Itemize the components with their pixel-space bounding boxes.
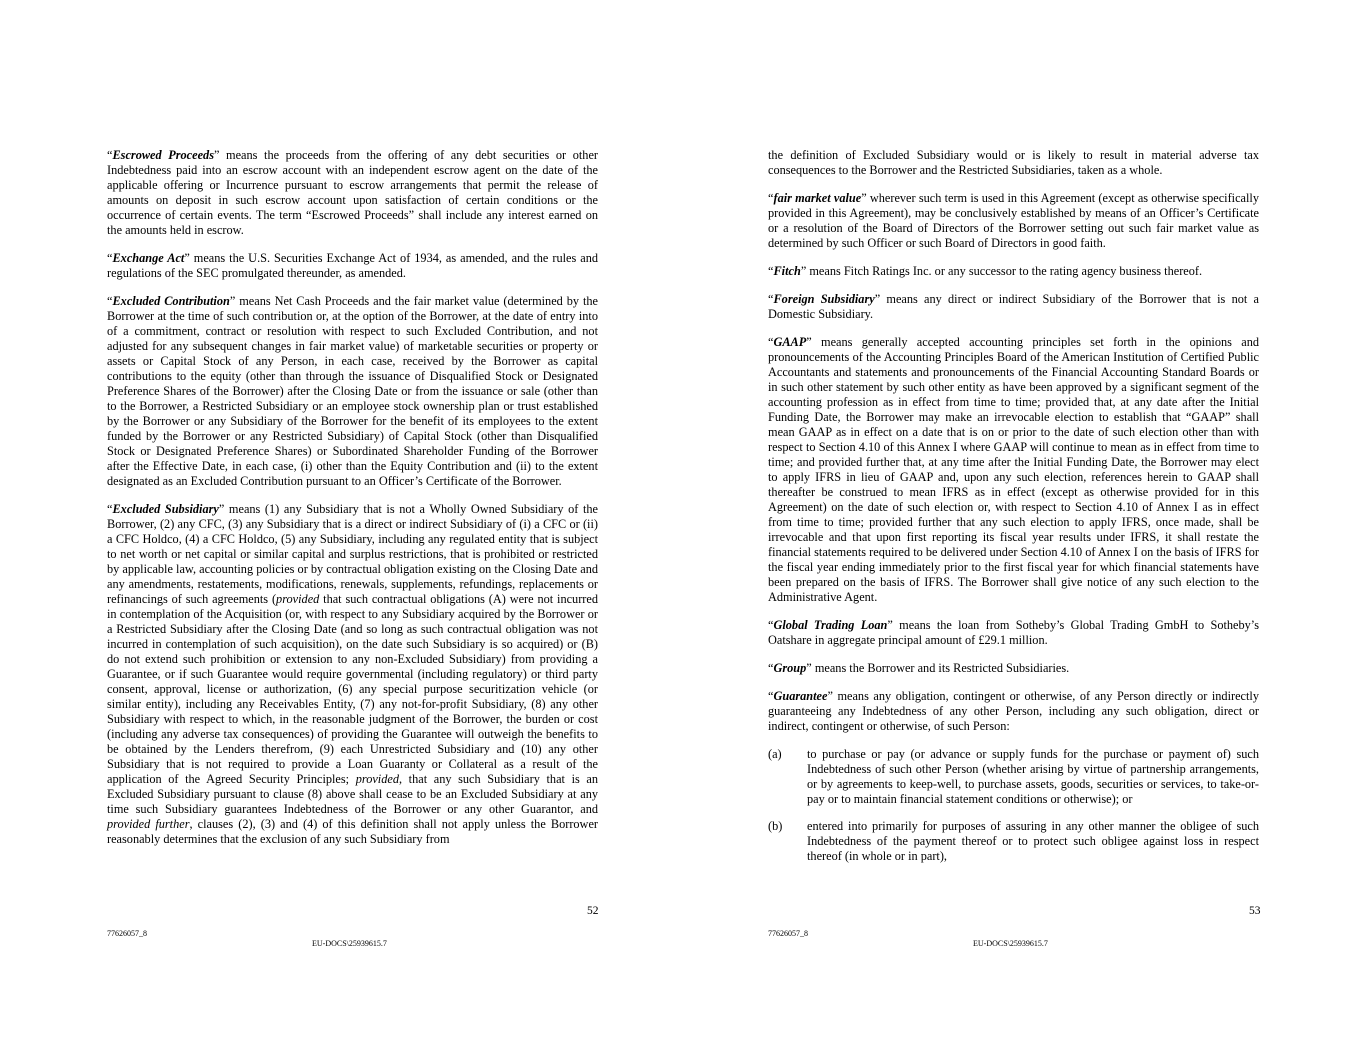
page-number: 52 [587, 905, 599, 917]
definition-group: “Group” means the Borrower and its Restricted Subsidiaries. [768, 661, 1070, 675]
term-group: Group [773, 661, 807, 675]
term-foreign-subsidiary: Foreign Subsidiary [773, 292, 875, 306]
definition-text: ” means the U.S. Securities Exchange Act of 1934, as amended, and the rules and regulations of the SEC promulgated thereunder, as amended. [107, 251, 599, 280]
eu-document-id: EU-DOCS\25939615.7 [312, 939, 387, 948]
definition-global-trading-loan: “Global Trading Loan” means the loan from Sotheby’s Global Trading GmbH to Sotheby’s Oatshare in aggregate principal amount of £29.1 million. [768, 618, 1259, 647]
definition-exchange-act: “Exchange Act” means the U.S. Securities Exchange Act of 1934, as amended, and the rules and regulations of the SEC promulgated thereunder, as amended. [107, 251, 599, 280]
term-excluded-subsidiary: Excluded Subsidiary [112, 502, 219, 516]
definition-fair-market-value: “fair market value” wherever such term is used in this Agreement (except as otherwise specifically provided in this Agreement), may be conclusively established by means of an Officer’s Certificate or a resolution of the Board of Directors of the Borrower setting out such fair market value as determined by such Officer or such Board of Directors in good faith. [768, 191, 1259, 250]
continuation-paragraph: the definition of Excluded Subsidiary would or is likely to result in material adverse tax consequences to the Borrower and the Restricted Subsidiaries, taken as a whole. [768, 148, 1259, 177]
definition-excluded-subsidiary: “Excluded Subsidiary” means (1) any Subsidiary that is not a Wholly Owned Subsidiary of the Borrower, (2) any CFC, (3) any Subsidiary that is a direct or indirect Subsidiary of (i) a CFC or (ii) a CFC Holdco, (4) a CFC Holdco, (5) any Subsidiary, including any regulated entity that is subject to net worth or net capital or similar capital and surplus restrictions, that is prohibited or restricted by applicable law, accounting policies or by contractual obligation existing on the Closing Date and any amendments, restatements, modifications, renewals, supplements, refundings, replacements or refinancings of such agreements (provided that such contractual obligations (A) were not incurred in contemplation of the Acquisition (or, with respect to any Subsidiary acquired by the Borrower or a Restricted Subsidiary after the Closing Date (and so long as such contractual obligation was not incurred in contemplation of such acquisition), on the date such Subsidiary is so acquired) or (B) do not extend such prohibition or extension to any non-Excluded Subsidiary) from providing a Guarantee, or if such Guarantee would require governmental (including regulatory) or third party consent, approval, license or authorization, (6) any special purpose securitization vehicle (or similar entity), including any Receivables Entity, (7) any not-for-profit Subsidiary, (8) any other Subsidiary with respect to which, in the reasonable judgment of the Borrower, the burden or cost (including any adverse tax consequences) of providing the Guarantee will outweigh the benefits to be obtained by the Lenders therefrom, (9) each Unrestricted Subsidiary and (10) any other Subsidiary that is not required to provide a Loan Guaranty or Collateral as a result of the application of the Agreed Security Principles; provided, that any such Subsidiary that is an Excluded Subsidiary pursuant to clause (8) above shall cease to be an Excluded Subsidiary at any time such Subsidiary guarantees Indebtedness of the Borrower or any other Guarantor, and provided further, clauses (2), (3) and (4) of this definition shall not apply unless the Borrower reasonably determines that the exclusion of any such Subsidiary from [107, 502, 598, 846]
document-id: 77626057_8 [107, 929, 147, 938]
page-52-body [107, 148, 598, 860]
term-excluded-contribution: Excluded Contribution [112, 294, 230, 308]
definition-excluded-contribution: “Excluded Contribution” means Net Cash Proceeds and the fair market value (determined by the Borrower at the time of such contribution or, at the option of the Borrower, at the date of entry into of a commitment, contract or resolution with respect to such Excluded Contribution, and not adjusted for any subsequent changes in fair market value) of marketable securities or property or assets or Capital Stock of any Person, in each case, received by the Borrower as capital contributions to the equity (other than through the issuance of Disqualified Stock or Designated Preference Shares of the Borrower) after the Closing Date or from the issuance or sale (other than to the Borrower, a Restricted Subsidiary or an employee stock ownership plan or trust established by the Borrower or any Subsidiary of the Borrower for the benefit of its employees to the extent funded by the Borrower or any Restricted Subsidiary) of Capital Stock (other than Disqualified Stock or Designated Preference Shares) or Subordinated Shareholder Funding of the Borrower after the Effective Date, in each case, (i) other than the Equity Contribution and (ii) to the extent designated as an Excluded Contribution pursuant to an Officer’s Certificate of the Borrower. [107, 294, 598, 488]
term-fair-market-value: fair market value [773, 191, 862, 205]
emphasis-provided-further: provided further [107, 817, 190, 831]
definition-text: , clauses (2), (3) and (4) of this definition shall not apply unless the Borrower reasonably determines that the exclusion of any such Subsidiary from [107, 817, 598, 846]
term-guarantee: Guarantee [773, 689, 828, 703]
clause-text: entered into primarily for purposes of assuring in any other manner the obligee of such Indebtedness of the payment thereof or to protect such obligee against loss in respect thereof (in whole or in part), [807, 819, 1259, 863]
clause-number: (b) [768, 819, 783, 833]
emphasis-provided: provided [276, 592, 320, 606]
definition-text: ” means the proceeds from the offering of any debt securities or other Indebtedness paid into an escrow account with an independent escrow agent on the date of the applicable offering or Incurrence pursuant to escrow arrangements that permit the release of amounts on deposit in such escrow account upon satisfaction of certain conditions or the occurrence of certain events. The term “Escrowed Proceeds” shall include any interest earned on the amounts held in escrow. [107, 148, 598, 237]
definition-text: ” means the Borrower and its Restricted Subsidiaries. [806, 661, 1070, 675]
term-escrowed-proceeds: Escrowed Proceeds [112, 148, 214, 162]
definition-text: ” means Fitch Ratings Inc. or any successor to the rating agency business thereof. [800, 264, 1203, 278]
term-fitch: Fitch [773, 264, 801, 278]
definition-text: ” wherever such term is used in this Agreement (except as otherwise specifically provided in this Agreement), may be conclusively established by means of an Officer’s Certificate or a resolution of the Board of Directors of the Borrower setting out such fair market value as determined by such Officer or such Board of Directors in good faith. [768, 191, 1259, 250]
term-exchange-act: Exchange Act [112, 251, 185, 265]
definition-gaap: “GAAP” means generally accepted accounting principles set forth in the opinions and pronouncements of the Accounting Principles Board of the American Institution of Certified Public Accountants and statements and pronouncements of the Financial Accounting Standard Boards or in such other statement by such other entity as have been approved by a significant segment of the accounting profession as in effect from time to time; provided that, at any date after the Initial Funding Date, the Borrower may make an irrevocable election to establish that “GAAP” shall mean GAAP as in effect on a date that is on or prior to the date of such election other than with respect to Section 4.10 of this Annex I where GAAP will continue to mean as in effect from time to time; and provided further that, at any time after the Initial Funding Date, the Borrower may elect to apply IFRS in lieu of GAAP and, upon any such election, references herein to GAAP shall thereafter be construed to mean IFRS as in effect (except as otherwise provided for in this Agreement) on the date of such election or, with respect to Section 4.10 of Annex I as in effect from time to time; provided further that any such election to apply IFRS, once made, shall be irrevocable and that upon first reporting its fiscal year results under IFRS, it shall restate the financial statements required to be delivered under Section 4.10 of Annex I on the basis of IFRS for the fiscal year ending immediately prior to the first fiscal year for which financial statements have been prepared on the basis of IFRS. The Borrower shall give notice of any such election to the Administrative Agent. [768, 335, 1259, 604]
clause-text: to purchase or pay (or advance or supply funds for the purchase or payment of) such Indebtedness of such other Person (whether arising by virtue of partnership arrangements, or by agreements to keep-well, to purchase assets, goods, securities or services, to take-or-pay or to maintain financial statement conditions or otherwise); or [807, 747, 1259, 806]
definition-text: ” means (1) any Subsidiary that is not a Wholly Owned Subsidiary of the Borrower, (2) any CFC, (3) any Subsidiary that is a direct or indirect Subsidiary of (i) a CFC or (ii) a CFC Holdco, (4) a CFC Holdco, (5) any Subsidiary, including any regulated entity that is subject to net worth or net capital or similar capital and surplus restrictions, that is prohibited or restricted by applicable law, accounting policies or by contractual obligation existing on the Closing Date and any amendments, restatements, modifications, renewals, supplements, refundings, replacements or refinancings of such agreements ( [107, 502, 598, 606]
definition-foreign-subsidiary: “Foreign Subsidiary” means any direct or indirect Subsidiary of the Borrower that is not a Domestic Subsidiary. [768, 292, 1259, 321]
term-gaap: GAAP [773, 335, 807, 349]
page-number: 53 [1249, 905, 1261, 917]
document-id: 77626057_8 [768, 929, 808, 938]
definition-text: ” means any obligation, contingent or otherwise, of any Person directly or indirectly guaranteeing any Indebtedness of any other Person, including any such obligation, direct or indirect, contingent or otherwise, of such Person: [768, 689, 1259, 733]
definition-text: that such contractual obligations (A) were not incurred in contemplation of the Acquisition (or, with respect to any Subsidiary acquired by the Borrower or a Restricted Subsidiary after the Closing Date (and so long as such contractual obligation was not incurred in contemplation of such acquisition), on the date such Subsidiary is so acquired) or (B) do not extend such prohibition or extension to any non-Excluded Subsidiary) from providing a Guarantee, or if such Guarantee would require governmental (including regulatory) or third party consent, approval, license or authorization, (6) any special purpose securitization vehicle (or similar entity), including any Receivables Entity, (7) any not-for-profit Subsidiary, (8) any other Subsidiary with respect to which, in the reasonable judgment of the Borrower, the burden or cost (including any adverse tax consequences) of providing the Guarantee will outweigh the benefits to be obtained by the Lenders therefrom, (9) each Unrestricted Subsidiary and (10) any other Subsidiary that is not required to provide a Loan Guaranty or Collateral as a result of the application of the Agreed Security Principles; [107, 592, 598, 786]
emphasis-provided: provided [355, 772, 399, 786]
page-53-body [768, 148, 1259, 876]
eu-document-id: EU-DOCS\25939615.7 [973, 939, 1048, 948]
definition-text: , that any such Subsidiary that is an Excluded Subsidiary pursuant to clause (8) above shall cease to be an Excluded Subsidiary at any time such Subsidiary guarantees Indebtedness of the Borrower or any other Guarantor, and [107, 772, 598, 816]
definition-text: ” means the loan from Sotheby’s Global Trading GmbH to Sotheby’s Oatshare in aggregate principal amount of £29.1 million. [768, 618, 1259, 647]
definition-text: ” means any direct or indirect Subsidiary of the Borrower that is not a Domestic Subsidiary. [768, 292, 1259, 321]
clause-a [768, 747, 1259, 807]
definition-fitch: “Fitch” means Fitch Ratings Inc. or any successor to the rating agency business thereof. [768, 264, 1203, 278]
definition-text: ” means Net Cash Proceeds and the fair market value (determined by the Borrower at the time of such contribution or, at the option of the Borrower, at the date of entry into of a commitment, contract or resolution with respect to such Excluded Contribution, and not adjusted for any subsequent changes in fair market value) of marketable securities or property or assets or Capital Stock of any Person, in each case, received by the Borrower as capital contributions to the equity (other than through the issuance of Disqualified Stock or Designated Preference Shares of the Borrower) after the Closing Date or from the issuance or sale (other than to the Borrower, a Restricted Subsidiary or an employee stock ownership plan or trust established by the Borrower or any Subsidiary of the Borrower for the benefit of its employees to the extent funded by the Borrower or any Restricted Subsidiary) of Capital Stock (other than Disqualified Stock or Designated Preference Shares) or Subordinated Shareholder Funding of the Borrower after the Effective Date, in each case, (i) other than the Equity Contribution and (ii) to the extent designated as an Excluded Contribution pursuant to an Officer’s Certificate of the Borrower. [107, 294, 598, 488]
definition-escrowed-proceeds: “Escrowed Proceeds” means the proceeds from the offering of any debt securities or other Indebtedness paid into an escrow account with an independent escrow agent on the date of the applicable offering or Incurrence pursuant to escrow arrangements that permit the release of amounts on deposit in such escrow account upon satisfaction of certain conditions or the occurrence of certain events. The term “Escrowed Proceeds” shall include any interest earned on the amounts held in escrow. [107, 148, 598, 237]
definition-guarantee: “Guarantee” means any obligation, contingent or otherwise, of any Person directly or indirectly guaranteeing any Indebtedness of any other Person, including any such obligation, direct or indirect, contingent or otherwise, of such Person: [768, 689, 1259, 733]
page-53 [683, 0, 1365, 1055]
term-global-trading-loan: Global Trading Loan [773, 618, 888, 632]
clause-number: (a) [768, 747, 782, 761]
definition-text: ” means generally accepted accounting principles set forth in the opinions and pronouncements of the Accounting Principles Board of the American Institution of Certified Public Accountants and statements and pronouncements of the Financial Accounting Standard Boards or in such other statement by such other entity as have been approved by a significant segment of the accounting profession as in effect from time to time; provided that, at any date after the Initial Funding Date, the Borrower may make an irrevocable election to establish that “GAAP” shall mean GAAP as in effect on a date that is on or prior to the date of such election other than with respect to Section 4.10 of this Annex I where GAAP will continue to mean as in effect from time to time; and provided further that, at any time after the Initial Funding Date, the Borrower may elect to apply IFRS in lieu of GAAP and, upon any such election, references herein to GAAP shall thereafter be construed to mean IFRS as in effect (except as otherwise provided for in this Agreement) on the date of such election or, with respect to Section 4.10 of Annex I as in effect from time to time; provided further that any such election to apply IFRS, once made, shall be irrevocable and that upon first reporting its fiscal year results under IFRS, it shall restate the financial statements required to be delivered under Section 4.10 of Annex I on the basis of IFRS for the fiscal year ending immediately prior to the first fiscal year for which financial statements have been prepared on the basis of IFRS. The Borrower shall give notice of any such election to the Administrative Agent. [768, 335, 1259, 604]
clause-b [768, 819, 1259, 864]
page-52 [0, 0, 682, 1055]
